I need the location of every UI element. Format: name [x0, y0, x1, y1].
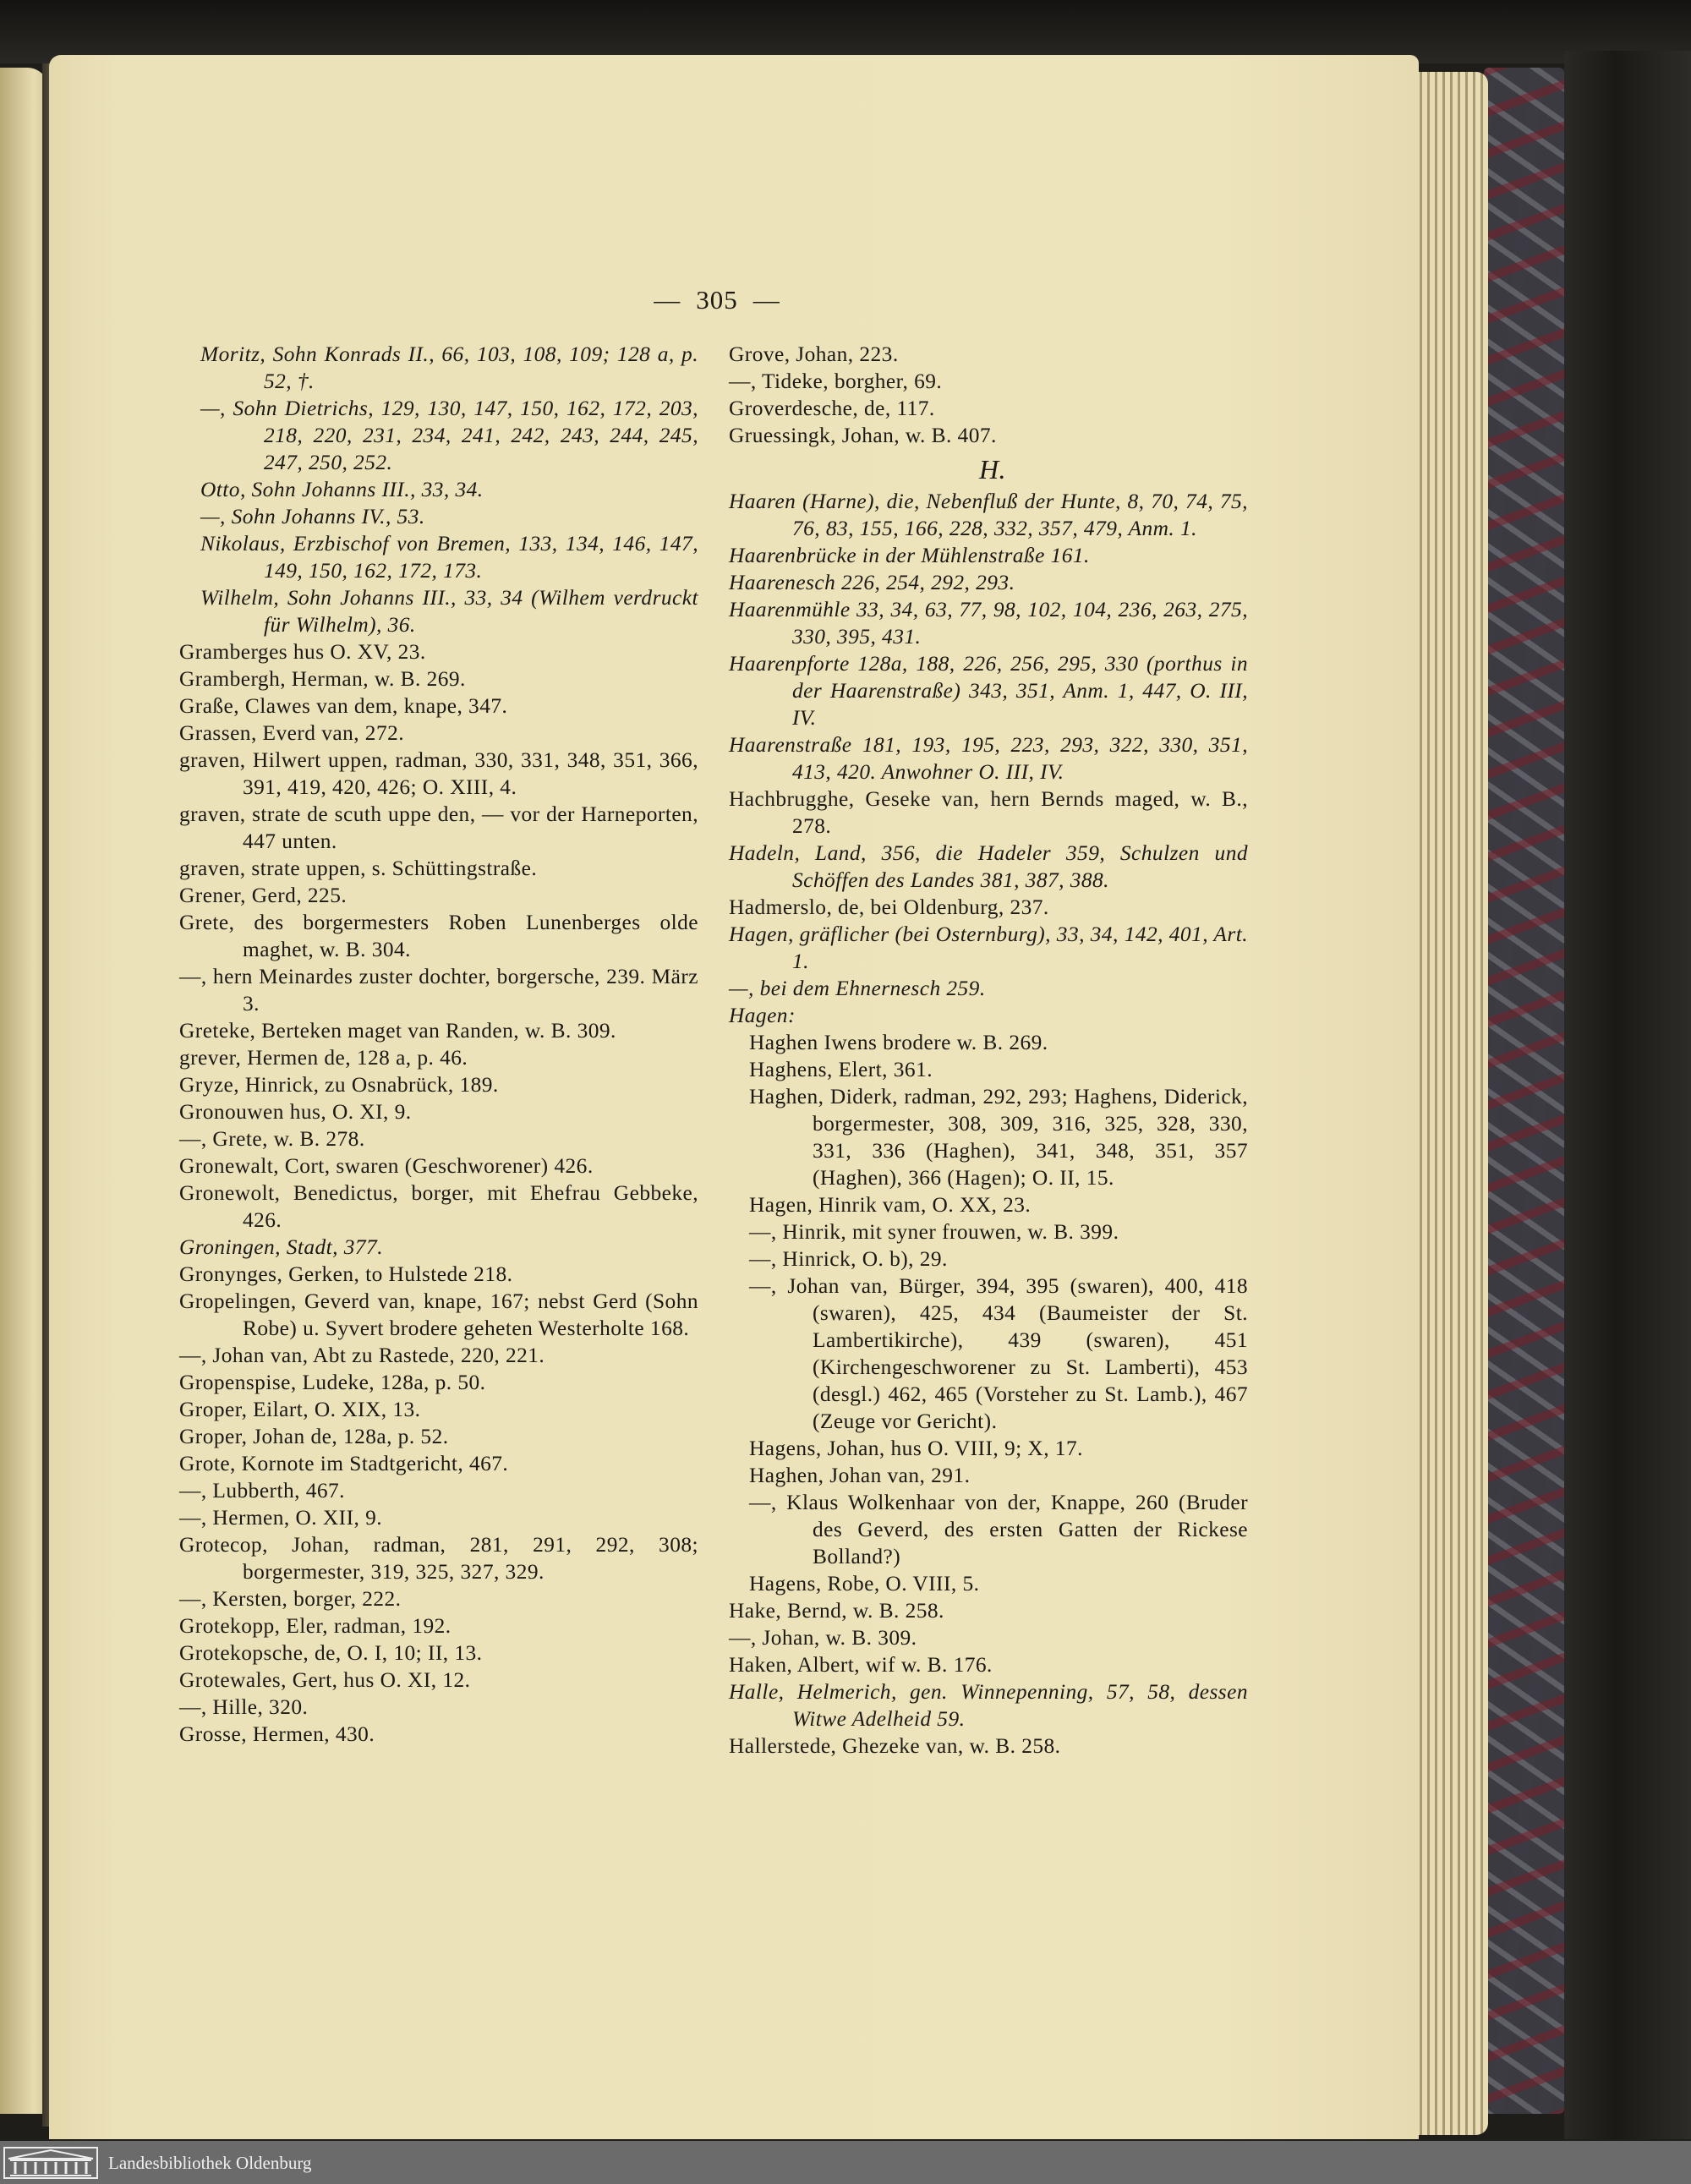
- index-entry: —, Tideke, borgher, 69.: [729, 369, 943, 393]
- index-entry: —, Johan, w. B. 309.: [729, 1626, 917, 1650]
- index-entry: Otto, Sohn Johanns III., 33, 34.: [200, 478, 484, 501]
- index-entry: Halle, Helmerich, gen. Winnepenning, 57, 58, dessen Witwe Adelheid 59.: [729, 1680, 1248, 1731]
- index-entry: —, Hinrick, O. b), 29.: [749, 1247, 948, 1271]
- index-entry: graven, Hilwert uppen, radman, 330, 331, 348, 351, 366, 391, 419, 420, 426; O. XIII, 4.: [179, 748, 698, 799]
- index-entry: Gronouwen hus, O. XI, 9.: [179, 1100, 412, 1124]
- index-entry: Haarenpforte 128a, 188, 226, 256, 295, 330 (porthus in der Haarenstraße) 343, 351, Anm. 1, 447, O. III, IV.: [729, 652, 1248, 730]
- index-entry: —, Hermen, O. XII, 9.: [179, 1506, 383, 1530]
- index-column-right: [729, 341, 1248, 1760]
- index-entry: Hadeln, Land, 356, die Hadeler 359, Schulzen und Schöffen des Landes 381, 387, 388.: [729, 841, 1248, 892]
- index-entry: Wilhelm, Sohn Johanns III., 33, 34 (Wilhem verdruckt für Wilhelm), 36.: [200, 586, 698, 637]
- index-entry: Grote, Kornote im Stadtgericht, 467.: [179, 1452, 509, 1475]
- index-entry: —, Klaus Wolkenhaar von der, Knappe, 260 (Bruder des Geverd, des ersten Gatten der Rickese Bolland?): [749, 1491, 1248, 1568]
- index-entry: Graße, Clawes van dem, knape, 347.: [179, 694, 508, 718]
- index-entry: Nikolaus, Erzbischof von Bremen, 133, 134, 146, 147, 149, 150, 162, 172, 173.: [200, 532, 698, 583]
- index-entry: Haaren (Harne), die, Nebenfluß der Hunte, 8, 70, 74, 75, 76, 83, 155, 166, 228, 332, 357, 479, Anm. 1.: [729, 490, 1248, 540]
- index-entry: Groper, Johan de, 128a, p. 52.: [179, 1425, 449, 1448]
- index-entry: —, Sohn Johanns IV., 53.: [200, 505, 425, 528]
- index-entry: Groverdesche, de, 117.: [729, 397, 935, 420]
- index-entry: Groper, Eilart, O. XIX, 13.: [179, 1398, 421, 1421]
- index-entry: —, Hille, 320.: [179, 1695, 309, 1719]
- index-entry: Hagen, gräflicher (bei Osternburg), 33, 34, 142, 401, Art. 1.: [729, 922, 1248, 973]
- index-entry: Gronynges, Gerken, to Hulstede 218.: [179, 1262, 513, 1286]
- book-page: [49, 55, 1419, 2139]
- index-entry: Haarenbrücke in der Mühlenstraße 161.: [729, 544, 1090, 567]
- index-entry: Grete, des borgermesters Roben Lunenberges olde maghet, w. B. 304.: [179, 911, 698, 961]
- index-entry: —, Johan van, Abt zu Rastede, 220, 221.: [179, 1344, 545, 1367]
- section-heading: H.: [978, 454, 1006, 484]
- index-entry: Groningen, Stadt, 377.: [179, 1235, 383, 1259]
- index-entry: Gronewolt, Benedictus, borger, mit Ehefrau Gebbeke, 426.: [179, 1181, 698, 1232]
- index-entry: Grener, Gerd, 225.: [179, 884, 348, 907]
- index-entry: Greteke, Berteken maget van Randen, w. B. 309.: [179, 1019, 616, 1043]
- index-entry: Grove, Johan, 223.: [729, 342, 899, 366]
- scan-background-top: [0, 0, 1691, 63]
- index-entry: Haghens, Elert, 361.: [749, 1058, 933, 1081]
- book-cover-edge: [1564, 51, 1691, 2139]
- index-entry: Grosse, Hermen, 430.: [179, 1722, 375, 1746]
- index-entry: —, Grete, w. B. 278.: [179, 1127, 365, 1151]
- index-entry: graven, strate uppen, s. Schüttingstraße.: [179, 857, 538, 880]
- index-entry: Haken, Albert, wif w. B. 176.: [729, 1653, 993, 1677]
- index-entry: Haghen Iwens brodere w. B. 269.: [749, 1031, 1048, 1054]
- index-entry: —, Lubberth, 467.: [179, 1479, 345, 1503]
- index-entry: —, bei dem Ehnernesch 259.: [729, 977, 986, 1000]
- index-entry: —, hern Meinardes zuster dochter, borgersche, 239. März 3.: [179, 965, 698, 1015]
- index-entry: Gronewalt, Cort, swaren (Geschworener) 426.: [179, 1154, 594, 1178]
- index-entry: Gropelingen, Geverd van, knape, 167; nebst Gerd (Sohn Robe) u. Syvert brodere geheten Westerholte 168.: [179, 1289, 698, 1340]
- index-entry: —, Johan van, Bürger, 394, 395 (swaren), 400, 418 (swaren), 425, 434 (Baumeister der St. Lambertikirche), 439 (swaren), 451 (Kirchengeschworener zu St. Lamberti), 453 (desgl.) 462, 465 (Vorsteher zu St. Lamb.), 467 (Zeuge vor Gericht).: [749, 1274, 1248, 1433]
- index-entry: Haghen, Diderk, radman, 292, 293; Haghens, Diderick, borgermester, 308, 309, 316, 325, 328, 330, 331, 336 (Haghen), 341, 348, 351, 357 (Haghen), 366 (Hagen); O. II, 15.: [749, 1085, 1248, 1190]
- library-name[interactable]: Landesbibliothek Oldenburg: [108, 2153, 312, 2173]
- index-entry: Grotekopp, Eler, radman, 192.: [179, 1614, 451, 1638]
- index-entry: Grotecop, Johan, radman, 281, 291, 292, 308; borgermester, 319, 325, 327, 329.: [179, 1533, 698, 1584]
- index-entry: Haarenstraße 181, 193, 195, 223, 293, 322, 330, 351, 413, 420. Anwohner O. III, IV.: [729, 733, 1248, 784]
- index-entry: Hachbrugghe, Geseke van, hern Bernds maged, w. B., 278.: [729, 787, 1248, 838]
- index-column-left: [179, 341, 698, 1748]
- page-number: 305: [696, 285, 738, 315]
- index-entry: Hagen, Hinrik vam, O. XX, 23.: [749, 1193, 1032, 1217]
- index-entry: Hagen:: [729, 1004, 796, 1027]
- index-entry: Grassen, Everd van, 272.: [179, 721, 405, 745]
- index-entry: —, Kersten, borger, 222.: [179, 1587, 402, 1611]
- index-entry: Hallerstede, Ghezeke van, w. B. 258.: [729, 1734, 1061, 1758]
- index-entry: Haghen, Johan van, 291.: [749, 1464, 971, 1487]
- index-entry: Hadmerslo, de, bei Oldenburg, 237.: [729, 895, 1049, 919]
- index-entry: Haarenesch 226, 254, 292, 293.: [729, 571, 1015, 594]
- index-entry: graven, strate de scuth uppe den, — vor der Harneporten, 447 unten.: [179, 802, 698, 853]
- index-entry: Gruessingk, Johan, w. B. 407.: [729, 424, 997, 447]
- page-number-header: — 305 —: [654, 285, 780, 315]
- marbled-endpaper: [1484, 68, 1564, 2114]
- index-entry: Gramberges hus O. XV, 23.: [179, 640, 426, 664]
- index-entry: —, Hinrik, mit syner frouwen, w. B. 399.: [749, 1220, 1119, 1244]
- index-entry: Hagens, Robe, O. VIII, 5.: [749, 1572, 980, 1596]
- index-entry: —, Sohn Dietrichs, 129, 130, 147, 150, 162, 172, 203, 218, 220, 231, 234, 241, 242, 243, 244, 245, 247, 250, 252.: [200, 397, 698, 474]
- index-entry: Gropenspise, Ludeke, 128a, p. 50.: [179, 1371, 486, 1394]
- index-entry: Gryze, Hinrick, zu Osnabrück, 189.: [179, 1073, 499, 1097]
- library-footer-bar: [0, 2141, 1691, 2184]
- library-building-icon: [3, 2147, 98, 2179]
- index-entry: Grotekopsche, de, O. I, 10; II, 13.: [179, 1641, 483, 1665]
- index-entry: grever, Hermen de, 128 a, p. 46.: [179, 1046, 468, 1070]
- index-entry: Haarenmühle 33, 34, 63, 77, 98, 102, 104, 236, 263, 275, 330, 395, 431.: [729, 598, 1248, 649]
- index-entry: Moritz, Sohn Konrads II., 66, 103, 108, 109; 128 a, p. 52, †.: [200, 342, 698, 393]
- index-entry: Grambergh, Herman, w. B. 269.: [179, 667, 466, 691]
- index-entry: Hagens, Johan, hus O. VIII, 9; X, 17.: [749, 1437, 1083, 1460]
- index-entry: Grotewales, Gert, hus O. XI, 12.: [179, 1668, 471, 1692]
- index-entry: Hake, Bernd, w. B. 258.: [729, 1599, 944, 1623]
